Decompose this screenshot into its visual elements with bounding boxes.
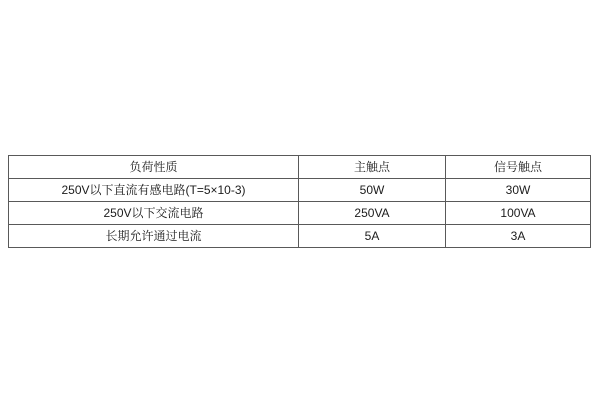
table-row-ac-circuit <box>9 202 591 225</box>
cell-load-nature: 250V以下交流电路 <box>9 202 299 225</box>
cell-load-nature: 长期允许通过电流 <box>9 225 299 248</box>
table-header-row <box>9 156 591 179</box>
cell-signal-contact-value: 100VA <box>446 202 591 225</box>
cell-main-contact-value: 5A <box>299 225 446 248</box>
header-cell-main-contact: 主触点 <box>299 156 446 179</box>
cell-load-nature: 250V以下直流有感电路(T=5×10-3) <box>9 179 299 202</box>
table-row-continuous-current <box>9 225 591 248</box>
header-cell-signal-contact: 信号触点 <box>446 156 591 179</box>
load-spec-table <box>8 155 591 248</box>
cell-main-contact-value: 250VA <box>299 202 446 225</box>
cell-main-contact-value: 50W <box>299 179 446 202</box>
cell-signal-contact-value: 30W <box>446 179 591 202</box>
table-row-dc-inductive <box>9 179 591 202</box>
header-cell-load-nature: 负荷性质 <box>9 156 299 179</box>
cell-signal-contact-value: 3A <box>446 225 591 248</box>
